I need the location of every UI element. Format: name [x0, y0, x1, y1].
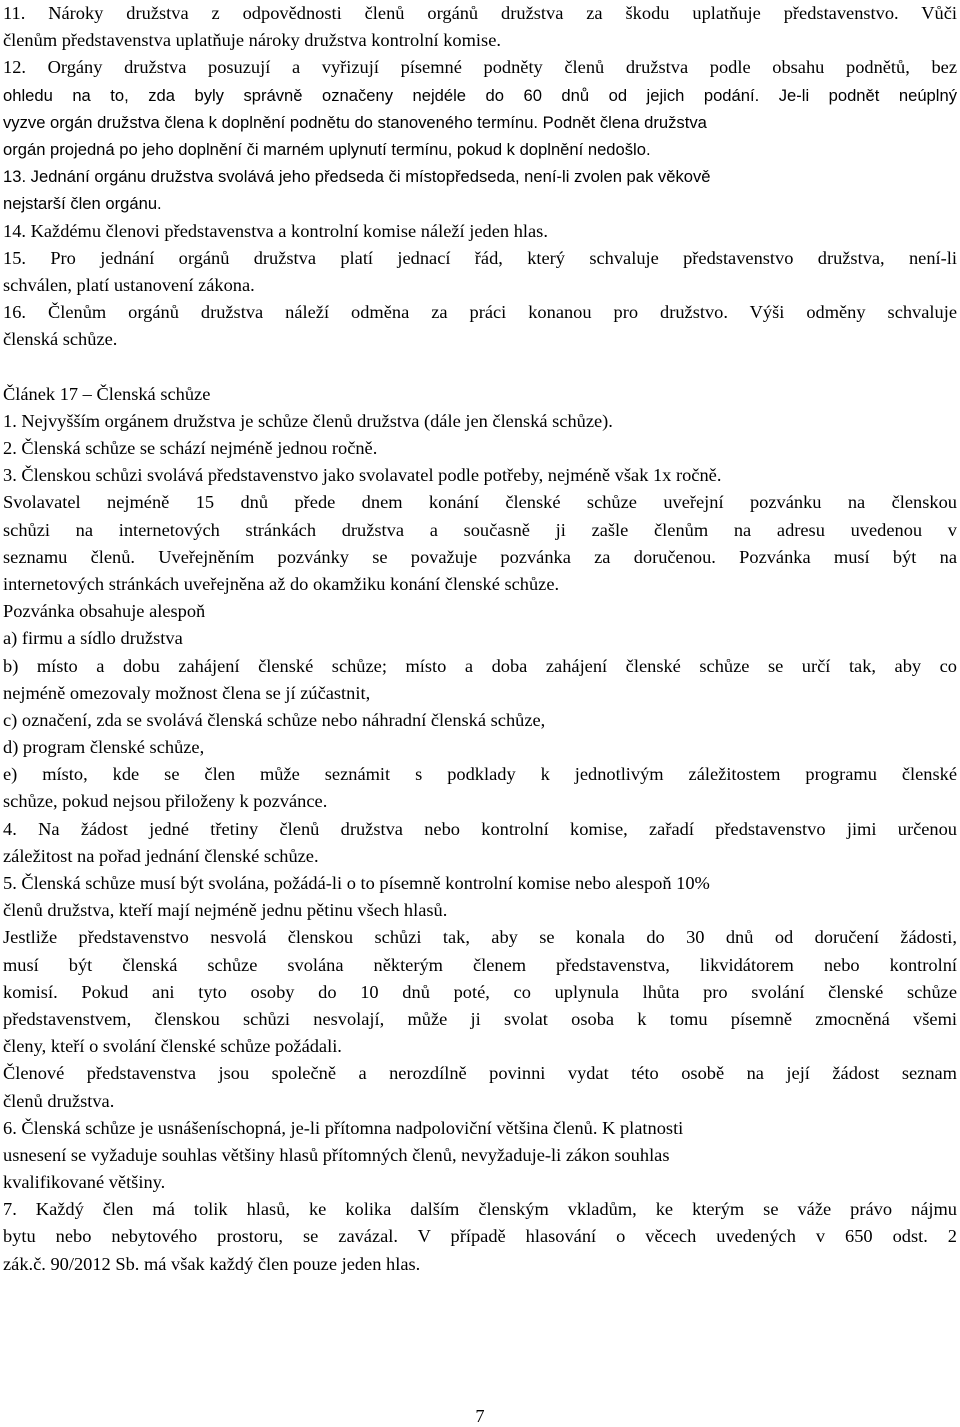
text-line: zák.č. 90/2012 Sb. má však každý člen pouze jeden hlas.: [3, 1253, 421, 1274]
text-line: představenstvem, členskou schůzi nesvolají, může ji svolat osoba k tomu písemně zmocněná všemi: [3, 1008, 957, 1029]
text-line: orgán projedná po jeho doplnění či marném uplynutí termínu, pokud k doplnění nedošlo.: [3, 139, 651, 159]
text-line: Pozvánka obsahuje alespoň: [3, 601, 206, 622]
text-line: záležitost na pořad jednání členské schůze.: [3, 845, 319, 866]
text-line: 11. Nároky družstva z odpovědnosti členů orgánů družstva za škodu uplatňuje představenstvo. Vůči: [3, 3, 957, 23]
text-line: nejméně omezovaly možnost člena se jí zúčastnit,: [3, 682, 371, 703]
text-line: schůzi na internetových stránkách družstva a současně ji zašle členům na adresu uvedenou v: [3, 519, 957, 540]
page-number: 7: [475, 1406, 485, 1426]
text-line: 14. Každému členovi představenstva a kontrolní komise náleží jeden hlas.: [3, 220, 548, 241]
text-line: internetových stránkách uveřejněna až do okamžiku konání členské schůze.: [3, 573, 560, 594]
text-line: komisí. Pokud ani tyto osoby do 10 dnů poté, co uplynula lhůta pro svolání členské schůze: [3, 981, 957, 1002]
text-line: členská schůze.: [3, 329, 118, 350]
text-line: 6. Členská schůze je usnášeníschopná, je-li přítomna nadpoloviční většina členů. K platnosti: [3, 1117, 684, 1138]
document-page: [3, 0, 957, 1278]
text-line: musí být členská schůze svolána některým členem představenstva, likvidátorem nebo kontrolní: [3, 954, 957, 975]
blank-line: [3, 353, 957, 380]
text-line: nejstarší člen orgánu.: [3, 194, 162, 214]
text-line: seznamu členů. Uveřejněním pozvánky se považuje pozvánka za doručenou. Pozvánka musí být na: [3, 546, 957, 567]
text-line: 12. Orgány družstva posuzují a vyřizují písemné podněty členů družstva podle obsahu podnětů, bez: [3, 57, 957, 78]
text-line: členů družstva.: [3, 1090, 115, 1111]
text-line: členů družstva, kteří mají nejméně jednu pětinu všech hlasů.: [3, 900, 448, 921]
text-line: bytu nebo nebytového prostoru, se zavázal. V případě hlasování o věcech uvedených v 650 odst. 2: [3, 1226, 957, 1247]
text-line: d) program členské schůze,: [3, 737, 205, 758]
text-line: usnesení se vyžaduje souhlas většiny hlasů přítomných členů, nevyžaduje-li zákon souhlas: [3, 1144, 670, 1165]
text-line: 16. Členům orgánů družstva náleží odměna za práci konanou pro družstvo. Výši odměny schvaluje: [3, 302, 957, 323]
text-line: Svolavatel nejméně 15 dnů přede dnem konání členské schůze uveřejní pozvánku na členskou: [3, 492, 957, 513]
text-line: b) místo a dobu zahájení členské schůze; místo a doba zahájení členské schůze se určí tak, aby co: [3, 655, 957, 676]
text-line: Členové představenstva jsou společně a nerozdílně povinni vydat této osobě na její žádost seznam: [3, 1063, 957, 1084]
text-line: vyzve orgán družstva člena k doplnění podnětu do stanoveného termínu. Podnět člena družstva: [3, 112, 707, 132]
text-line: 3. Členskou schůzi svolává představenstvo jako svolavatel podle potřeby, nejméně však 1x ročně.: [3, 465, 722, 486]
text-line: 4. Na žádost jedné třetiny členů družstva nebo kontrolní komise, zařadí představenstvo jimi určenou: [3, 818, 957, 839]
text-line: schválen, platí ustanovení zákona.: [3, 274, 255, 295]
text-line: c) označení, zda se svolává členská schůze nebo náhradní členská schůze,: [3, 709, 546, 730]
text-line: Jestliže představenstvo nesvolá členskou schůzi tak, aby se konala do 30 dnů od doručení žádosti,: [3, 927, 957, 948]
text-line: Článek 17 – Členská schůze: [3, 383, 211, 404]
text-line: 5. Členská schůze musí být svolána, požádá-li o to písemně kontrolní komise nebo alespoň 10%: [3, 873, 710, 893]
text-line: členy, kteří o svolání členské schůze požádali.: [3, 1036, 342, 1057]
text-line: 15. Pro jednání orgánů družstva platí jednací řád, který schvaluje představenstvo družstva, není-li: [3, 247, 957, 268]
text-line: schůze, pokud nejsou přiloženy k pozvánce.: [3, 791, 328, 812]
text-line: 2. Členská schůze se schází nejméně jednou ročně.: [3, 438, 378, 458]
text-line: kvalifikované většiny.: [3, 1172, 166, 1193]
text-line: 7. Každý člen má tolik hlasů, ke kolika dalším členským vkladům, ke kterým se váže právo nájmu: [3, 1199, 957, 1220]
text-line: ohledu na to, zda byly správně označeny nejdéle do 60 dnů od jejich podání. Je-li podnět neúplný: [3, 85, 957, 105]
text-line: e) místo, kde se člen může seznámit s podklady k jednotlivým záležitostem programu členské: [3, 764, 957, 785]
text-line: členům představenstva uplatňuje nároky družstva kontrolní komise.: [3, 30, 501, 51]
text-line: a) firmu a sídlo družstva: [3, 628, 183, 649]
text-line: 13. Jednání orgánu družstva svolává jeho předseda či místopředseda, není-li zvolen pak věkově: [3, 167, 711, 187]
text-line: 1. Nejvyšším orgánem družstva je schůze členů družstva (dále jen členská schůze).: [3, 410, 613, 431]
